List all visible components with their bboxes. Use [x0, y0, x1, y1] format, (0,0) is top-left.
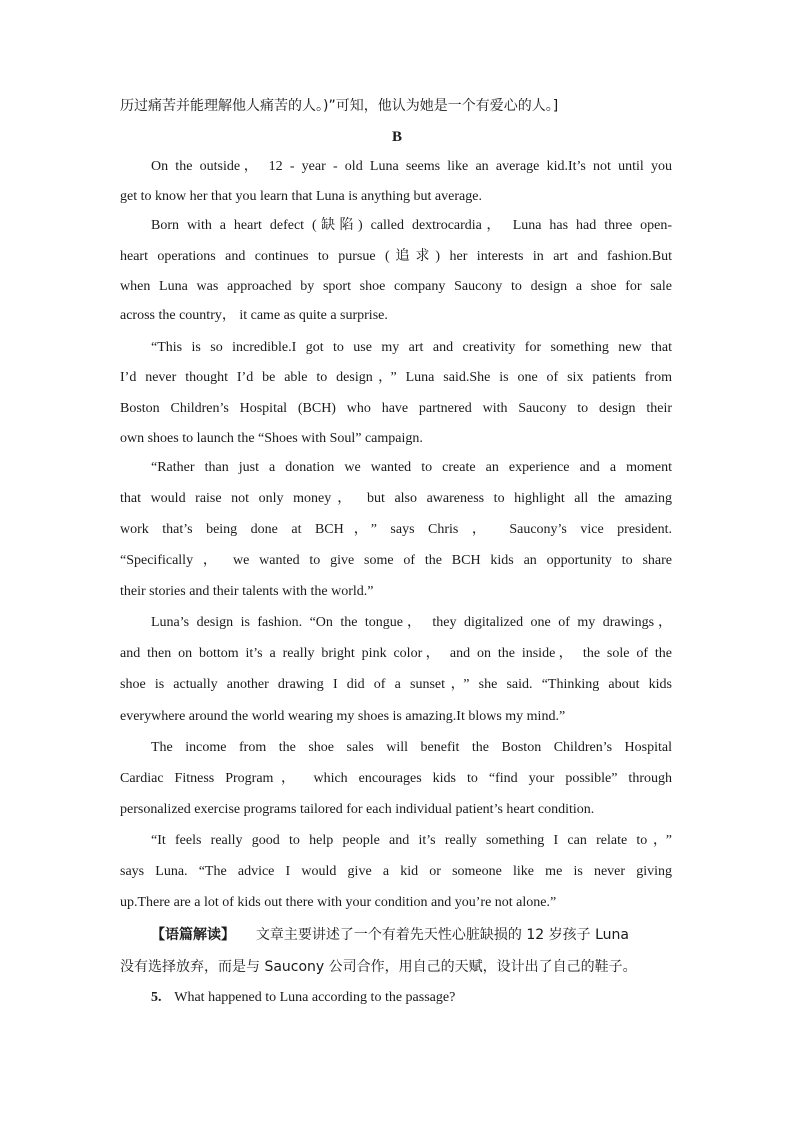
passage-line: Luna’s design is fashion. “On the tongue， they digitalized one of my drawings， [151, 615, 672, 630]
passage-line: “Specifically ， we wanted to give some of the BCH kids an opportunity to share [120, 553, 672, 568]
analysis-text: 文章主要讲述了一个有着先天性心脏缺损的 12 岁孩子 Luna [255, 927, 629, 943]
passage-line: shoe is actually another drawing I did of a sunset，” she said. “Thinking about kids [120, 677, 672, 692]
passage-line: Boston Children’s Hospital (BCH) who have partnered with Saucony to design their [120, 401, 672, 416]
passage-line: I’d never thought I’d be able to design，” Luna said.She is one of six patients from [120, 370, 672, 385]
passage-line: “This is so incredible.I got to use my art and creativity for something new that [151, 340, 672, 355]
passage-line: On the outside， 12 - year - old Luna seems like an average kid.It’s not until you [151, 159, 672, 174]
question-number: 5. [151, 990, 162, 1005]
question-text: What happened to Luna according to the passage? [174, 990, 456, 1005]
passage-line: Cardiac Fitness Program， which encourages kids to “find your possible” through [120, 771, 672, 786]
passage-line: that would raise not only money， but also awareness to highlight all the amazing [120, 491, 672, 506]
passage-line: “Rather than just a donation we wanted to create an experience and a moment [151, 460, 672, 475]
passage-line: get to know her that you learn that Luna is anything but average. [120, 189, 482, 204]
passage-line: “It feels really good to help people and it’s really something I can relate to，” [151, 833, 672, 848]
question-line [151, 988, 672, 1008]
passage-line: heart operations and continues to pursue (追求) her interests in art and fashion.But [120, 249, 672, 264]
analysis-line [151, 925, 672, 945]
passage-line: across the country， it came as quite a surprise. [120, 308, 388, 323]
passage-line: everywhere around the world wearing my shoes is amazing.It blows my mind.” [120, 709, 566, 724]
section-heading: B [391, 129, 402, 145]
passage-line: personalized exercise programs tailored for each individual patient’s heart condition. [120, 802, 595, 817]
passage-line: own shoes to launch the “Shoes with Soul” campaign. [120, 431, 423, 446]
passage-line: up.There are a lot of kids out there with your condition and you’re not alone.” [120, 895, 557, 910]
passage-line: their stories and their talents with the world.” [120, 584, 374, 599]
passage-line: when Luna was approached by sport shoe company Saucony to design a shoe for sale [120, 279, 672, 294]
passage-line: The income from the shoe sales will benefit the Boston Children’s Hospital [151, 740, 672, 755]
analysis-label: 【语篇解读】 [151, 927, 235, 943]
intro-line: 历过痛苦并能理解他人痛苦的人。)”可知，他认为她是一个有爱心的人。] [120, 98, 559, 114]
passage-line: says Luna. “The advice I would give a kid or someone like me is never giving [120, 864, 672, 879]
passage-line: work that’s being done at BCH，” says Chris ， Saucony’s vice president. [120, 522, 672, 537]
analysis-line-2: 没有选择放弃，而是与 Saucony 公司合作，用自己的天赋，设计出了自己的鞋子。 [120, 959, 637, 975]
passage-line: and then on bottom it’s a really bright pink color， and on the inside， the sole of the [120, 646, 672, 661]
passage-line: Born with a heart defect (缺陷) called dextrocardia， Luna has had three open- [151, 218, 672, 233]
